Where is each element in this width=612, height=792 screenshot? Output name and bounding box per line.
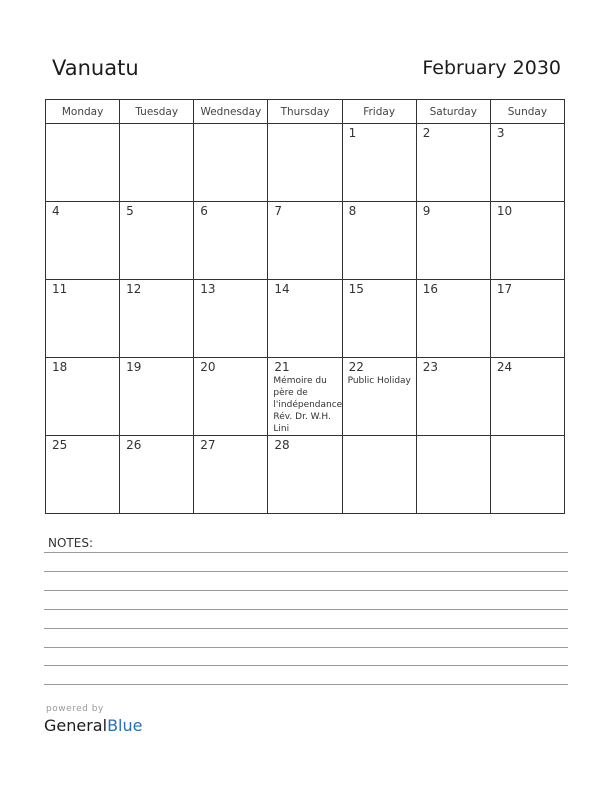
day-number [343, 436, 416, 438]
day-number: 4 [52, 204, 60, 218]
day-cell [268, 280, 342, 358]
day-cell [194, 124, 268, 202]
day-cell [268, 436, 342, 514]
day-cell [490, 124, 564, 202]
day-cell [46, 202, 120, 280]
day-number: 11 [52, 282, 68, 296]
day-cell [490, 280, 564, 358]
day-number: 27 [200, 438, 216, 452]
note-line [44, 684, 568, 685]
day-cell [46, 124, 120, 202]
note-line [44, 590, 568, 591]
day-cell [342, 358, 416, 436]
weekday-header: Thursday [268, 100, 342, 124]
day-cell [194, 358, 268, 436]
day-number: 17 [496, 282, 513, 296]
day-number: 20 [200, 360, 216, 374]
day-cell [342, 202, 416, 280]
calendar-month-title: February 2030 [422, 57, 561, 79]
day-cell [194, 436, 268, 514]
day-cell [490, 358, 564, 436]
brand-logo-general: General [44, 716, 108, 735]
weekday-header: Saturday [416, 100, 490, 124]
day-number: 3 [496, 126, 505, 140]
day-number [194, 124, 267, 126]
day-number: 26 [126, 438, 142, 452]
weekday-header: Monday [46, 100, 120, 124]
day-number: 1 [348, 126, 357, 140]
day-cell [342, 436, 416, 514]
day-number: 10 [496, 204, 513, 218]
day-cell [268, 124, 342, 202]
week-row [46, 280, 565, 358]
weekday-header: Wednesday [194, 100, 268, 124]
day-cell [268, 202, 342, 280]
day-number: 21 [274, 360, 290, 374]
day-cell [46, 358, 120, 436]
day-cell [416, 124, 490, 202]
calendar-country-title: Vanuatu [52, 56, 139, 80]
note-line [44, 665, 568, 666]
powered-by-text: powered by [46, 704, 104, 714]
day-cell [490, 202, 564, 280]
day-cell [416, 358, 490, 436]
day-cell [194, 202, 268, 280]
week-row [46, 202, 565, 280]
day-number [120, 124, 193, 126]
day-cell [120, 436, 194, 514]
day-cell [268, 358, 342, 436]
day-number: 15 [348, 282, 364, 296]
weekday-header: Sunday [490, 100, 564, 124]
day-number [417, 436, 490, 438]
day-number: 7 [274, 204, 283, 218]
notes-label: NOTES: [48, 536, 93, 550]
holiday-label: Mémoire du père de l'indépendance Rév. Dr. W.H. Lini [273, 376, 343, 434]
day-cell [120, 280, 194, 358]
note-line [44, 571, 568, 572]
weekday-header-row [46, 100, 565, 124]
calendar-grid [45, 99, 565, 514]
note-line [44, 647, 568, 648]
day-number [46, 124, 119, 126]
day-number: 13 [200, 282, 216, 296]
day-cell [120, 124, 194, 202]
day-number: 5 [126, 204, 134, 218]
day-number [268, 124, 341, 126]
day-number: 6 [200, 204, 208, 218]
day-number: 28 [274, 438, 290, 452]
day-number: 24 [496, 360, 513, 374]
day-cell [46, 280, 120, 358]
note-line [44, 609, 568, 610]
day-number: 18 [52, 360, 68, 374]
day-cell [342, 280, 416, 358]
day-number: 2 [422, 126, 431, 140]
week-row [46, 124, 565, 202]
week-row [46, 358, 565, 436]
day-cell [46, 436, 120, 514]
day-number: 23 [422, 360, 438, 374]
day-number: 8 [348, 204, 357, 218]
day-cell [490, 436, 564, 514]
holiday-label: Public Holiday [347, 376, 411, 386]
day-number: 12 [126, 282, 142, 296]
day-cell [416, 202, 490, 280]
day-cell [120, 202, 194, 280]
day-number: 19 [126, 360, 142, 374]
day-number: 9 [422, 204, 431, 218]
brand-logo-blue: Blue [107, 716, 143, 735]
day-cell [120, 358, 194, 436]
day-number: 25 [52, 438, 68, 452]
note-line [44, 628, 568, 629]
day-number: 22 [348, 360, 364, 374]
weekday-header: Friday [342, 100, 416, 124]
note-line [44, 552, 568, 553]
weekday-header: Tuesday [120, 100, 194, 124]
day-cell [194, 280, 268, 358]
week-row [46, 436, 565, 514]
day-number: 16 [422, 282, 438, 296]
brand-logo [44, 716, 142, 735]
day-cell [416, 280, 490, 358]
day-cell [416, 436, 490, 514]
day-number: 14 [274, 282, 290, 296]
day-cell [342, 124, 416, 202]
day-number [491, 436, 564, 438]
